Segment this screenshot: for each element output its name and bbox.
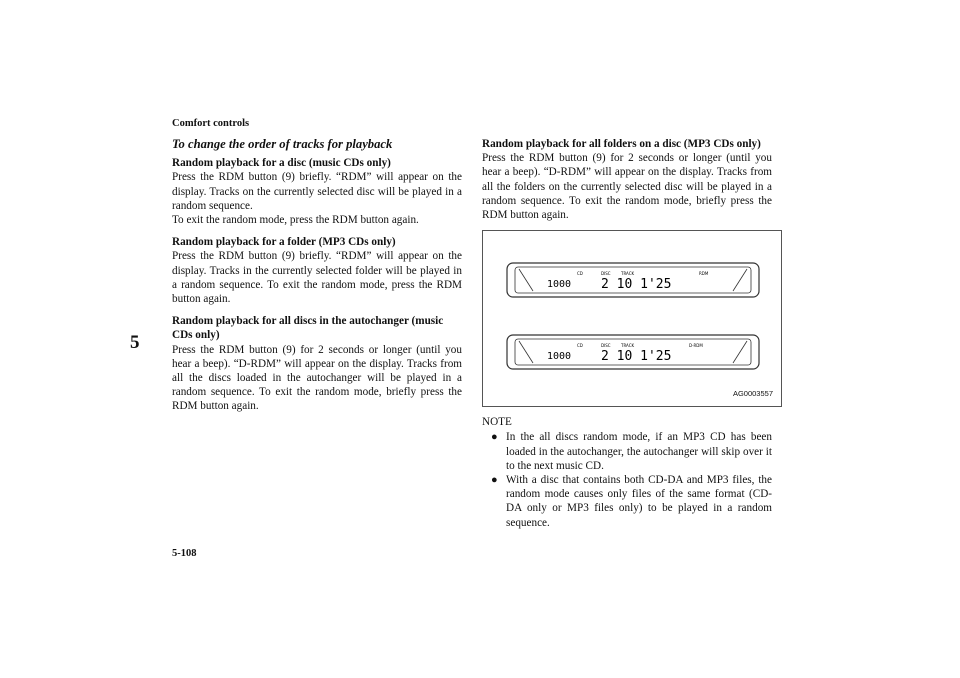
lcd-left-text: 1000 [547, 279, 572, 291]
block-body: Press the RDM button (9) for 2 seconds or longer (until you hear a beep). “D-RDM” will appear on the display. Tracks from all the folders on the currently selected disc will be played in a random sequence. To exit the random mode, briefly press the RDM button again. [482, 152, 772, 222]
figure-code: AG0003557 [732, 389, 773, 399]
bullet-icon: ● [491, 431, 498, 444]
note-item [482, 430, 772, 473]
page-number: 5-108 [172, 548, 197, 559]
block-body: Press the RDM button (9) briefly. “RDM” will appear on the display. Tracks on the currently selected disc will be played in a random sequence. [172, 171, 462, 212]
chapter-number: 5 [130, 332, 140, 353]
lcd-display-1 [507, 263, 759, 297]
display-figure [482, 230, 782, 407]
lcd-label: DISC [601, 271, 611, 277]
right-column [482, 137, 772, 530]
lcd-main-text: 2 10 1'25 [601, 277, 672, 293]
text-block [482, 137, 772, 222]
section-title: To change the order of tracks for playback [172, 137, 393, 151]
lcd-mode: RDM [699, 271, 709, 277]
lcd-main-text: 2 10 1'25 [601, 349, 672, 365]
block-body: Press the RDM button (9) for 2 seconds or longer (until you hear a beep). “D-RDM” will appear on the display. Tracks from all the discs loaded in the autochanger will be played in a random sequence. To exit the random mode, briefly press the RDM button again. [172, 343, 462, 413]
lcd-left-text: 1000 [547, 351, 572, 363]
block-body: To exit the random mode, press the RDM button again. [172, 214, 419, 227]
lcd-label: CD [577, 343, 583, 349]
note-item [482, 473, 772, 530]
text-block [172, 156, 462, 227]
text-block [172, 235, 462, 306]
block-heading: Random playback for a disc (music CDs only) [172, 157, 391, 170]
lcd-label: TRACK [621, 271, 635, 277]
lcd-illustration [483, 231, 781, 406]
note-text: In the all discs random mode, if an MP3 CD has been loaded in the autochanger, the autochanger will skip over it to the next music CD. [506, 431, 772, 472]
bullet-icon: ● [491, 474, 498, 487]
lcd-label: CD [577, 271, 583, 277]
block-body: Press the RDM button (9) briefly. “RDM” will appear on the display. Tracks in the currently selected folder will be played in a random sequence. To exit the random mode, press the RDM button again. [172, 250, 462, 306]
note-text: With a disc that contains both CD-DA and MP3 files, the random mode causes only files of the same format (CD-DA only or MP3 files only) to be played in a random sequence. [506, 474, 772, 529]
lcd-label: DISC [601, 343, 611, 349]
note-label: NOTE [482, 416, 512, 429]
note-section [482, 415, 772, 530]
lcd-display-2 [507, 335, 759, 369]
block-heading: Random playback for all discs in the autochanger (music CDs only) [172, 315, 444, 342]
block-heading: Random playback for a folder (MP3 CDs only) [172, 236, 396, 249]
block-heading: Random playback for all folders on a disc (MP3 CDs only) [482, 138, 761, 150]
lcd-mode: D-RDM [689, 343, 703, 349]
running-header: Comfort controls [172, 118, 250, 129]
text-block [172, 314, 462, 413]
lcd-label: TRACK [621, 343, 635, 349]
left-column [172, 137, 462, 422]
